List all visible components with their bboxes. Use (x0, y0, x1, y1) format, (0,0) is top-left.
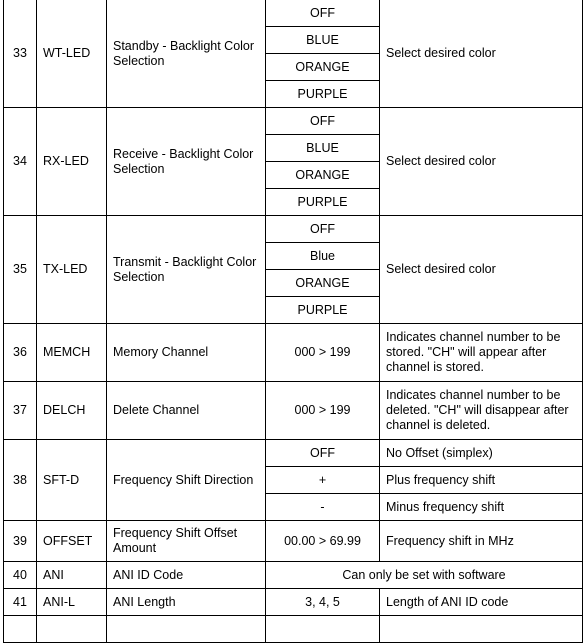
item-note: Indicates channel number to be deleted. "CH" will disappear after channel is deleted. (380, 382, 583, 440)
item-note: Length of ANI ID code (380, 589, 583, 616)
item-code: SFT-D (37, 440, 107, 521)
option-value: PURPLE (266, 189, 380, 216)
item-code: ANI-L (37, 589, 107, 616)
item-number: 34 (4, 108, 37, 216)
option-value: OFF (266, 440, 380, 467)
item-number: 33 (4, 0, 37, 108)
table-row (4, 521, 583, 562)
item-description: Receive - Backlight Color Selection (107, 108, 266, 216)
item-description (107, 616, 266, 643)
item-code: OFFSET (37, 521, 107, 562)
item-number: 39 (4, 521, 37, 562)
item-note: No Offset (simplex) (380, 440, 583, 467)
option-value: 000 > 199 (266, 382, 380, 440)
item-note: Can only be set with software (266, 562, 583, 589)
item-code: ANI (37, 562, 107, 589)
item-description: ANI Length (107, 589, 266, 616)
item-number: 37 (4, 382, 37, 440)
item-number: 35 (4, 216, 37, 324)
option-value: 000 > 199 (266, 324, 380, 382)
item-note (380, 616, 583, 643)
item-number (4, 616, 37, 643)
item-note: Minus frequency shift (380, 494, 583, 521)
item-number: 41 (4, 589, 37, 616)
table-row (4, 108, 583, 135)
table-row (4, 0, 583, 27)
item-description: ANI ID Code (107, 562, 266, 589)
item-note: Frequency shift in MHz (380, 521, 583, 562)
option-value: PURPLE (266, 297, 380, 324)
table-row (4, 382, 583, 440)
item-note: Plus frequency shift (380, 467, 583, 494)
item-description: Memory Channel (107, 324, 266, 382)
item-number: 40 (4, 562, 37, 589)
item-note: Indicates channel number to be stored. "CH" will appear after channel is stored. (380, 324, 583, 382)
item-code: MEMCH (37, 324, 107, 382)
item-code: TX-LED (37, 216, 107, 324)
table-row (4, 324, 583, 382)
table-row (4, 440, 583, 467)
item-code: WT-LED (37, 0, 107, 108)
option-value: ORANGE (266, 162, 380, 189)
item-description: Frequency Shift Offset Amount (107, 521, 266, 562)
item-note: Select desired color (380, 0, 583, 108)
option-value: 00.00 > 69.99 (266, 521, 380, 562)
settings-table (3, 0, 583, 643)
item-description: Frequency Shift Direction (107, 440, 266, 521)
option-value: 3, 4, 5 (266, 589, 380, 616)
option-value (266, 616, 380, 643)
item-number: 38 (4, 440, 37, 521)
item-description: Transmit - Backlight Color Selection (107, 216, 266, 324)
table-row (4, 616, 583, 643)
option-value: OFF (266, 108, 380, 135)
item-note: Select desired color (380, 108, 583, 216)
option-value: + (266, 467, 380, 494)
item-number: 36 (4, 324, 37, 382)
table-row (4, 589, 583, 616)
option-value: - (266, 494, 380, 521)
option-value: OFF (266, 0, 380, 27)
option-value: BLUE (266, 27, 380, 54)
item-code: DELCH (37, 382, 107, 440)
option-value: OFF (266, 216, 380, 243)
item-code: RX-LED (37, 108, 107, 216)
option-value: Blue (266, 243, 380, 270)
item-note: Select desired color (380, 216, 583, 324)
option-value: BLUE (266, 135, 380, 162)
item-description: Standby - Backlight Color Selection (107, 0, 266, 108)
table-row (4, 216, 583, 243)
item-description: Delete Channel (107, 382, 266, 440)
item-code (37, 616, 107, 643)
option-value: PURPLE (266, 81, 380, 108)
option-value: ORANGE (266, 54, 380, 81)
table-row (4, 562, 583, 589)
option-value: ORANGE (266, 270, 380, 297)
